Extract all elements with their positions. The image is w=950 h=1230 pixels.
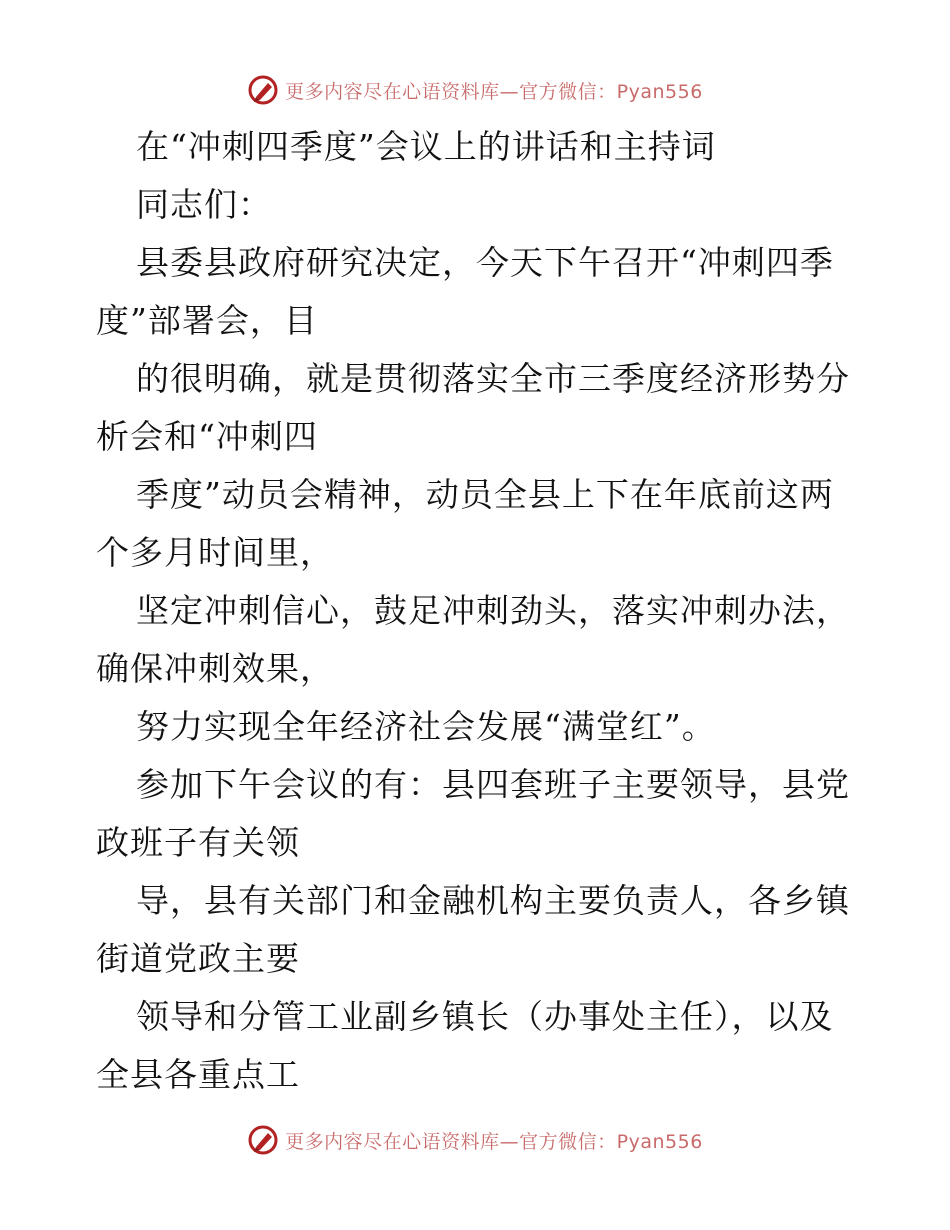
paragraph-line: 个多月时间里， (96, 533, 334, 572)
paragraph-line: 析会和“冲刺四 (96, 417, 318, 456)
footer-watermark-text: 更多内容尽在心语资料库—官方微信：Pyan556 (285, 1130, 703, 1153)
salutation: 同志们： (136, 185, 272, 224)
document-body (96, 118, 856, 1104)
paragraph-line: 坚定冲刺信心，鼓足冲刺劲头，落实冲刺办法， (136, 591, 850, 630)
paragraph-line: 季度”动员会精神，动员全县上下在年底前这两 (136, 475, 834, 514)
header-watermark-banner (0, 70, 950, 110)
header-watermark-text: 更多内容尽在心语资料库—官方微信：Pyan556 (285, 80, 703, 103)
document-title: 在“冲刺四季度”会议上的讲话和主持词 (136, 127, 716, 166)
paragraph-line: 努力实现全年经济社会发展“满堂红”。 (136, 707, 716, 746)
paragraph-line: 确保冲刺效果， (96, 649, 334, 688)
paragraph-line: 的很明确，就是贯彻落实全市三季度经济形势分 (136, 359, 850, 398)
footer-watermark-banner (0, 1120, 950, 1160)
pen-logo-icon (247, 1124, 279, 1156)
paragraph-line: 度”部署会，目 (96, 301, 318, 340)
paragraph-line: 街道党政主要 (96, 939, 300, 978)
pen-logo-icon (247, 74, 279, 106)
paragraph-line: 领导和分管工业副乡镇长（办事处主任），以及 (136, 997, 834, 1036)
paragraph-line: 政班子有关领 (96, 823, 300, 862)
paragraph-line: 县委县政府研究决定，今天下午召开“冲刺四季 (136, 243, 834, 282)
paragraph-line: 参加下午会议的有：县四套班子主要领导，县党 (136, 765, 850, 804)
paragraph-line: 导，县有关部门和金融机构主要负责人，各乡镇 (136, 881, 850, 920)
paragraph-line: 全县各重点工 (96, 1055, 300, 1094)
